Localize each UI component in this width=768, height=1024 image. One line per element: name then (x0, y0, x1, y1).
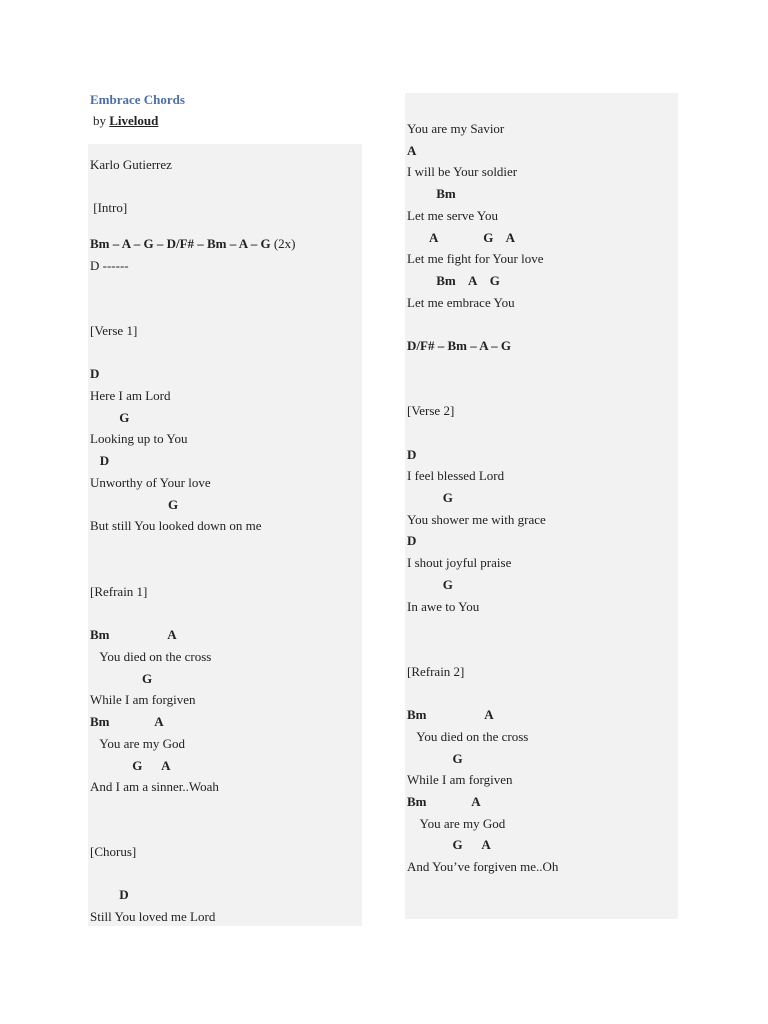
chord-progression: Bm – A – G – D/F# – Bm – A – G (90, 236, 271, 251)
lyric-line: Unworthy of Your love (90, 475, 211, 490)
lyric-line: I shout joyful praise (407, 555, 512, 570)
by-prefix: by (93, 113, 106, 128)
chord-line: Bm A (90, 714, 164, 729)
lyric-line: While I am forgiven (90, 692, 196, 707)
lyrics-column-right (405, 93, 678, 919)
lyric-line (90, 236, 362, 252)
lyric-line: [Verse 2] (407, 403, 455, 418)
lyric-line: [Verse 1] (90, 323, 138, 338)
lyric-line: But still You looked down on me (90, 518, 262, 533)
chord-line: D (407, 533, 417, 548)
lyric-line: You died on the cross (407, 729, 529, 744)
chord-line: A (407, 143, 417, 158)
song-title: Embrace Chords (90, 92, 185, 107)
chord-line: Bm A (407, 794, 481, 809)
lyric-line: Looking up to You (90, 431, 188, 446)
lyric-line: And I am a sinner..Woah (90, 779, 219, 794)
chord-line: D (90, 453, 110, 468)
lyric-line: You shower me with grace (407, 512, 546, 527)
chord-line: D (90, 887, 129, 902)
lyric-line: And You’ve forgiven me..Oh (407, 859, 559, 874)
chord-line: G (407, 751, 463, 766)
lyric-line: Karlo Gutierrez (90, 157, 172, 172)
chord-line: D (90, 366, 100, 381)
lyric-line: You died on the cross (90, 649, 212, 664)
chord-line: D (407, 447, 417, 462)
lyric-line: In awe to You (407, 599, 480, 614)
chord-line: Bm A G (407, 273, 500, 288)
lyric-line: Here I am Lord (90, 388, 171, 403)
lyric-line: Let me embrace You (407, 295, 515, 310)
chord-line: G (90, 497, 179, 512)
lyric-line: [Refrain 1] (90, 584, 148, 599)
chord-line: Bm A (407, 707, 494, 722)
chord-line: G (90, 410, 130, 425)
lyric-line: You are my Savior (407, 121, 505, 136)
lyric-line: Still You loved me Lord (90, 909, 216, 924)
lyric-line: Let me serve You (407, 208, 498, 223)
artist-link[interactable]: Liveloud (109, 113, 159, 128)
lyric-line: You are my God (90, 736, 185, 751)
lyric-line: [Chorus] (90, 844, 137, 859)
lyrics-column-left (88, 144, 362, 926)
lyric-line: D ------ (90, 258, 129, 273)
chord-line: Bm A (90, 627, 177, 642)
byline (93, 113, 158, 129)
chord-line: D/F# – Bm – A – G (407, 338, 512, 353)
lyric-line: While I am forgiven (407, 772, 513, 787)
chord-line: G A (90, 758, 171, 773)
chord-line: G (407, 577, 453, 592)
lyric-line: You are my God (407, 816, 506, 831)
lyric-line: [Refrain 2] (407, 664, 465, 679)
lyric-line: Let me fight for Your love (407, 251, 544, 266)
repeat-count: (2x) (270, 236, 296, 251)
lyric-line: I will be Your soldier (407, 164, 518, 179)
chord-line: G (407, 490, 453, 505)
lyric-line: [Intro] (90, 200, 128, 215)
lyric-line: I feel blessed Lord (407, 468, 505, 483)
chord-line: Bm (407, 186, 456, 201)
chord-line: A G A (407, 230, 515, 245)
chord-line: G A (407, 837, 491, 852)
chord-line: G (90, 671, 153, 686)
